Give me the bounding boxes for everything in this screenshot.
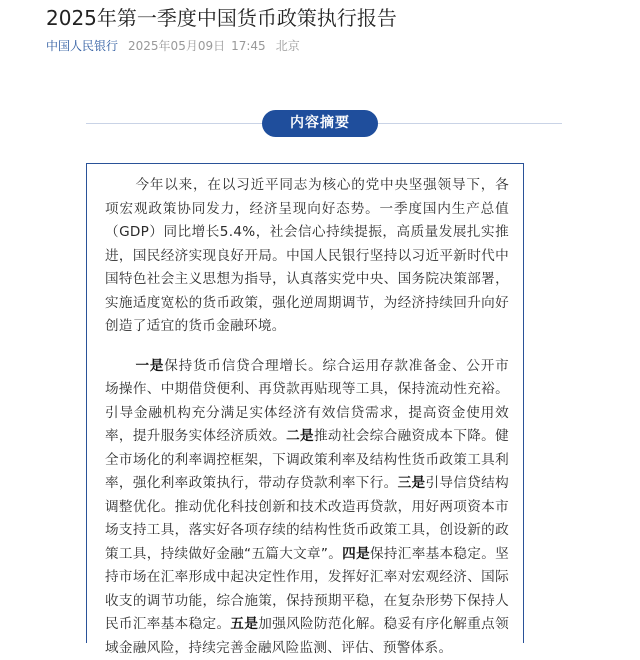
summary-box: [86, 163, 524, 643]
article-source-link[interactable]: 中国人民银行: [46, 39, 118, 53]
measure-3-text: 引导信贷结构调整优化。推动优化科技创新和技术改造再贷款，用好两项资本市场支持工具，落实好各项存续的结构性货币政策工具，创设新的政策工具，持续做好金融“五篇大文章”。: [105, 475, 509, 562]
summary-paragraph-2: [105, 355, 509, 660]
section-divider-left: [86, 123, 262, 124]
measure-2-label: 二是: [286, 428, 314, 444]
article-title: 2025年第一季度中国货币政策执行报告: [46, 4, 397, 32]
measure-4-text: 保持汇率基本稳定。坚持市场在汇率形成中起决定性作用，发挥好汇率对宏观经济、国际收支的调节功能，综合施策，保持预期平稳，在复杂形势下保持人民币汇率基本稳定。: [105, 546, 509, 633]
measure-4-label: 四是: [342, 546, 370, 562]
measure-3-label: 三是: [398, 475, 426, 491]
section-divider-right: [378, 123, 562, 124]
measure-1-label: 一是: [135, 358, 164, 374]
measure-5-label: 五是: [230, 616, 258, 632]
article-meta: [46, 37, 300, 55]
article-date: 2025年05月09日: [128, 39, 225, 53]
summary-paragraph-1: [105, 174, 509, 339]
summary-paragraph-1-text: 今年以来，在以习近平同志为核心的党中央坚强领导下，各项宏观政策协同发力，经济呈现向好态势。一季度国内生产总值（GDP）同比增长5.4%，社会信心持续提振，高质量发展扎实推进，国民经济实现良好开局。中国人民银行坚持以习近平新时代中国特色社会主义思想为指导，认真落实党中央、国务院决策部署，实施适度宽松的货币政策，强化逆周期调节，为经济持续回升向好创造了适宜的货币金融环境。: [105, 177, 509, 334]
measure-2-text: 推动社会综合融资成本下降。健全市场化的利率调控框架，下调政策利率及结构性货币政策工具利率，强化利率政策执行，带动存贷款利率下行。: [105, 428, 509, 491]
article-time: 17:45: [231, 39, 266, 53]
article-location: 北京: [276, 39, 300, 53]
measure-5-text: 加强风险防范化解。稳妥有序化解重点领域金融风险，持续完善金融风险监测、评估、预警体系。: [105, 616, 509, 656]
measure-1-text: 保持货币信贷合理增长。综合运用存款准备金、公开市场操作、中期借贷便利、再贷款再贴现等工具，保持流动性充裕。引导金融机构充分满足实体经济有效信贷需求，提高资金使用效率，提升服务实体经济质效。: [105, 358, 509, 445]
section-badge: 内容摘要: [262, 110, 378, 137]
